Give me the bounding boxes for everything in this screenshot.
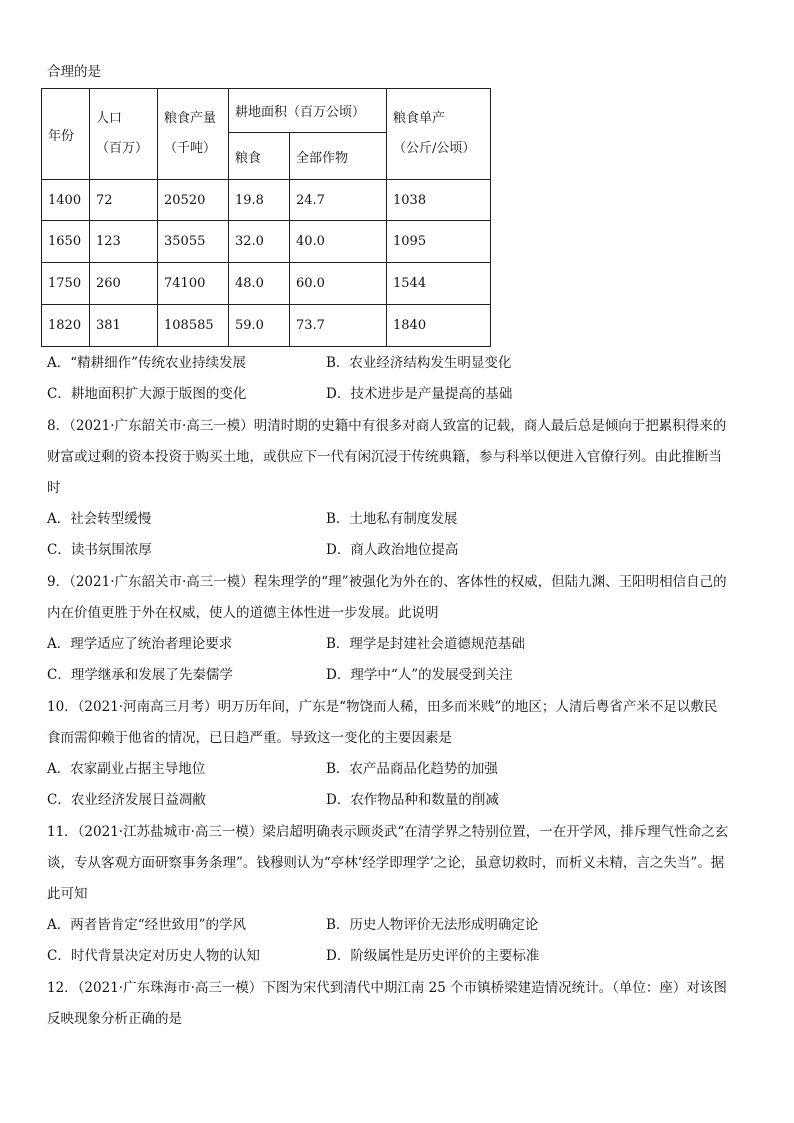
q8-option-c: C．读书氛围浓厚 <box>47 542 152 558</box>
q12-stem-line: 反映现象分析正确的是 <box>47 1011 182 1027</box>
table-cell: 35055 <box>158 221 229 263</box>
q11-stem-line: 11．（2021·江苏盐城市·高三一模）梁启超明确表示顾炎武“在清学界之特别位置，一在开学风，排斥理气性命之玄 <box>47 824 729 840</box>
header-farmland-grain: 粮食 <box>229 133 290 180</box>
q8-stem-line: 时 <box>47 480 61 496</box>
table-cell: 40.0 <box>290 221 387 263</box>
statistics-table <box>41 88 491 347</box>
q10-option-a: A．农家副业占据主导地位 <box>47 761 206 777</box>
table-cell: 1840 <box>387 305 491 347</box>
q10-option-c: C．农业经济发展日益凋敝 <box>47 792 206 808</box>
table-row <box>42 180 491 221</box>
q7-option-c: C．耕地面积扩大源于版图的变化 <box>47 386 247 402</box>
q9-option-c: C．理学继承和发展了先秦儒学 <box>47 667 233 683</box>
q10-stem-line: 食而需仰赖于他省的情况，已日趋严重。导致这一变化的主要因素是 <box>47 730 452 746</box>
table-cell: 1544 <box>387 263 491 305</box>
header-farmland-all: 全部作物 <box>290 133 387 180</box>
header-year: 年份 <box>42 89 90 180</box>
header-yield: 粮食单产 （公斤/公顷） <box>387 89 491 180</box>
table-cell: 1095 <box>387 221 491 263</box>
q11-option-c: C．时代背景决定对历史人物的认知 <box>47 948 260 964</box>
q7-option-d: D．技术进步是产量提高的基础 <box>326 386 513 402</box>
q9-option-d: D．理学中“人”的发展受到关注 <box>326 667 513 683</box>
table-cell: 48.0 <box>229 263 290 305</box>
q8-option-d: D．商人政治地位提高 <box>326 542 459 558</box>
q10-stem-line: 10．（2021·河南高三月考）明万历年间，广东是“物饶而人稀，田多而米贱”的地区；人清后粤省产米不足以敷民 <box>47 699 718 715</box>
q12-stem-line: 12．（2021·广东珠海市·高三一模）下图为宋代到清代中期江南 25 个市镇桥梁建造情况统计。（单位：座）对该图 <box>47 980 727 996</box>
q9-stem-line: 内在价值更胜于外在权威，使人的道德主体性进一步发展。此说明 <box>47 605 439 621</box>
table-cell: 72 <box>90 180 158 221</box>
header-grain-output: 粮食产量 （千吨） <box>158 89 229 180</box>
q11-option-b: B．历史人物评价无法形成明确定论 <box>326 917 539 933</box>
table-cell: 73.7 <box>290 305 387 347</box>
q11-stem-line: 谈，专从客观方面研察事务条理”。钱穆则认为“亭林‘经学即理学’之论，虽意切救时，而析义未精，言之失当”。据 <box>47 855 725 871</box>
table-row <box>42 221 491 263</box>
q10-option-d: D．农作物品种和数量的削减 <box>326 792 499 808</box>
table-row <box>42 263 491 305</box>
table-cell: 1400 <box>42 180 90 221</box>
intro-line: 合理的是 <box>47 64 101 80</box>
table-cell: 20520 <box>158 180 229 221</box>
q8-stem-line: 8．（2021·广东韶关市·高三一模）明清时期的史籍中有很多对商人致富的记载，商人最后总是倾向于把累积得来的 <box>47 418 727 434</box>
table-cell: 32.0 <box>229 221 290 263</box>
table-cell: 74100 <box>158 263 229 305</box>
q8-option-b: B．土地私有制度发展 <box>326 511 458 527</box>
table-row <box>42 305 491 347</box>
q9-option-a: A．理学适应了统治者理论要求 <box>47 636 233 652</box>
table-cell: 19.8 <box>229 180 290 221</box>
q9-stem-line: 9．（2021·广东韶关市·高三一模）程朱理学的“理”被强化为外在的、客体性的权威，但陆九渊、王阳明相信自己的 <box>47 574 727 590</box>
q7-option-a: A．“精耕细作”传统农业持续发展 <box>47 355 247 371</box>
table-cell: 108585 <box>158 305 229 347</box>
q10-option-b: B．农产品商品化趋势的加强 <box>326 761 498 777</box>
q8-stem-line: 财富或过剩的资本投资于购买土地，或供应下一代有闲沉浸于传统典籍，参与科举以便进入官僚行列。由此推断当 <box>47 449 722 465</box>
table-cell: 24.7 <box>290 180 387 221</box>
table-cell: 59.0 <box>229 305 290 347</box>
table-cell: 60.0 <box>290 263 387 305</box>
table-cell: 260 <box>90 263 158 305</box>
header-population: 人口 （百万） <box>90 89 158 180</box>
q11-option-a: A．两者皆肯定“经世致用”的学风 <box>47 917 247 933</box>
table-cell: 123 <box>90 221 158 263</box>
table-cell: 381 <box>90 305 158 347</box>
header-farmland: 耕地面积（百万公顷） <box>229 89 387 133</box>
table-cell: 1038 <box>387 180 491 221</box>
q8-option-a: A．社会转型缓慢 <box>47 511 152 527</box>
q11-stem-line: 此可知 <box>47 886 88 902</box>
q11-option-d: D．阶级属性是历史评价的主要标准 <box>326 948 540 964</box>
q7-option-b: B．农业经济结构发生明显变化 <box>326 355 512 371</box>
table-cell: 1650 <box>42 221 90 263</box>
table-cell: 1820 <box>42 305 90 347</box>
q9-option-b: B．理学是封建社会道德规范基础 <box>326 636 525 652</box>
table-cell: 1750 <box>42 263 90 305</box>
